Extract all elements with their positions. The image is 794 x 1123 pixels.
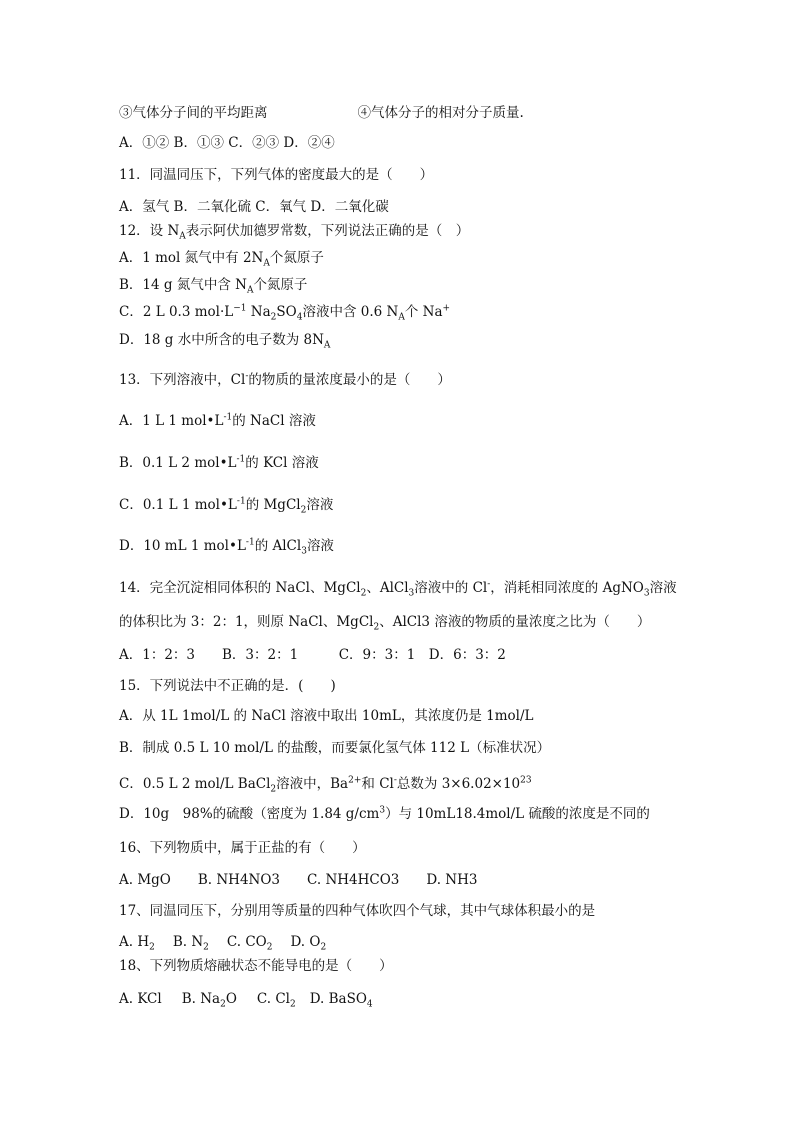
question-12-option-a: A．1 mol 氮气中有 $2N_A$个氮原子 bbox=[119, 250, 324, 269]
answer-choices-10: A．①② B．①③ C．②③ D．②④ bbox=[119, 135, 335, 151]
answer-choices-18: A. KCl B. $Na_2O$ C. $Cl_2$ D. BaSO$_4$ bbox=[119, 991, 373, 1010]
question-14: 14．完全沉淀相同体积的 NaCl、MgCl$_2$、AlCl$_3$溶液中的 Cl-，消耗相同浓度的 AgNO$_3$溶液 bbox=[119, 579, 677, 599]
question-11: 11．同温同压下，下列气体的密度最大的是（ ） bbox=[119, 167, 434, 183]
question-13-option-d: D．10 mL 1 $mol•L^{-1}$的 AlCl$_3$溶液 bbox=[119, 537, 334, 557]
question-15: 15．下列说法中不正确的是．( ) bbox=[119, 678, 336, 694]
question-12-option-c: C．2 L 0.3 $mol\cdot L^{-1}$ $Na_2SO_4$溶液中含 0.6 $N_A$个 Na+ bbox=[119, 303, 451, 323]
answer-choices-17: A. $H_2$ B. $N_2$ C. $CO_2$ D. $O_2$ bbox=[119, 934, 327, 953]
question-12: 12．设 $N_A$表示阿伏加德罗常数，下列说法正确的是（ ） bbox=[119, 223, 470, 242]
question-13-option-c: C．0.1 L 1 $mol•L^{-1}$的 MgCl$_2$溶液 bbox=[119, 496, 334, 516]
question-15-option-b: B．制成 0.5 L 10 mol/L 的盐酸，而要氯化氢气体 112 L（标准状况） bbox=[119, 740, 551, 756]
answer-choices-14: A．1：2：3 B．3：2：1 C．9：3：1 D．6：3：2 bbox=[119, 647, 506, 663]
question-14-continued: 的体积比为 3：2：1，则原 NaCl、MgCl$_2$、AlCl3 溶液的物质的量浓度之比为（ ） bbox=[119, 614, 651, 633]
question-17: 17、同温同压下，分别用等质量的四种气体吹四个气球，其中气球体积最小的是 bbox=[119, 903, 596, 919]
line-options-a: ③气体分子间的平均距离 ④气体分子的相对分子质量. bbox=[119, 105, 524, 121]
question-15-option-d: D．10g 98%的硫酸（密度为 1.84 $g/cm^3$）与 10mL18.4mol/L 硫酸的浓度是不同的 bbox=[119, 805, 650, 822]
answer-choices-16: A. MgO B. NH4NO3 C. NH4HCO3 D. NH3 bbox=[119, 872, 478, 888]
question-12-option-d: D．18 g 水中所含的电子数为 $8N_A$ bbox=[119, 332, 331, 351]
question-13-option-a: A．1 L 1 $mol•L^{-1}$的 NaCl 溶液 bbox=[119, 412, 316, 429]
question-18: 18、下列物质熔融状态不能导电的是（ ） bbox=[119, 958, 393, 974]
question-15-option-a: A．从 1L 1mol/L 的 NaCl 溶液中取出 10mL，其浓度仍是 1mol/L bbox=[119, 708, 534, 724]
question-13-option-b: B．0.1 L 2 $mol•L^{-1}$的 KCl 溶液 bbox=[119, 454, 319, 471]
question-15-option-c: C．0.5 L 2 mol/L BaCl$_2$溶液中，$Ba^{2+}$和 Cl-总数为 $3\times 6.02\times 10^{23}$ bbox=[119, 775, 532, 795]
question-16: 16、下列物质中，属于正盐的有（ ） bbox=[119, 840, 366, 856]
question-13: 13．下列溶液中，Cl-的物质的量浓度最小的是（ ） bbox=[119, 371, 451, 388]
question-12-option-b: B．14 g 氮气中含 $N_A$个氮原子 bbox=[119, 277, 308, 296]
answer-choices-11: A．氢气 B．二氧化硫 C．氧气 D．二氧化碳 bbox=[119, 199, 389, 215]
